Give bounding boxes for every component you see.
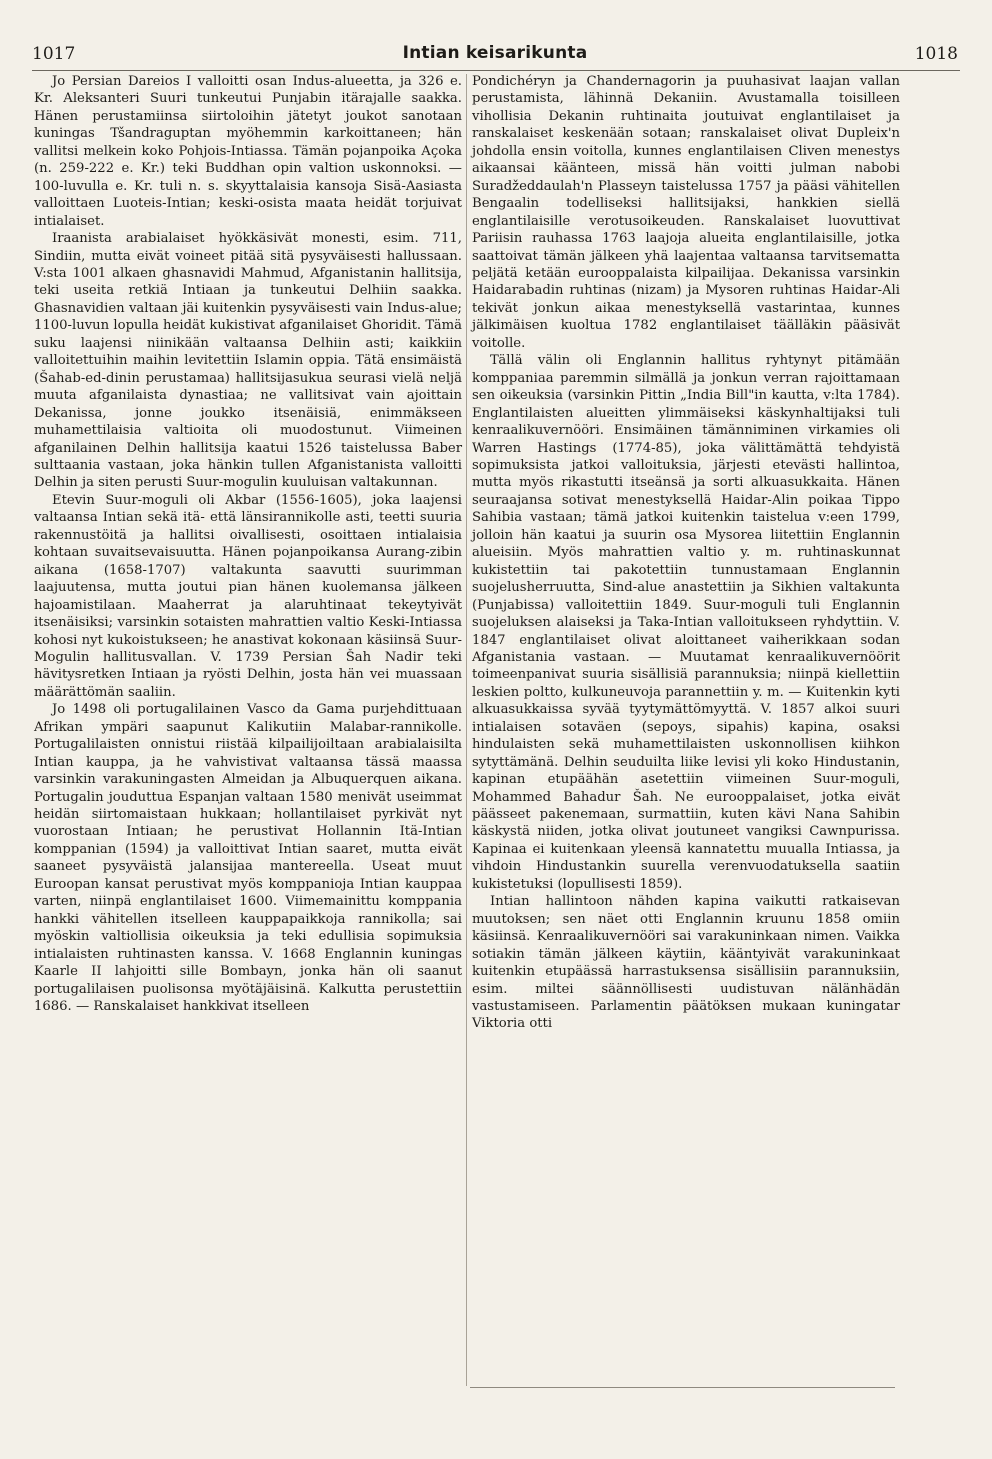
column-divider xyxy=(466,74,467,1386)
paragraph: Jo 1498 oli portugalilainen Vasco da Gama purjehdittuaan Afrikan ympäri saapunut Kalikutiin Malabar-rannikolle. Portugalilaisten onnistui riistää kilpailijoiltaan arabialaisilta Intian kauppa, ja he vahvistivat valtaansa tässä maassa varsinkin varakuningasten Almeidan ja Albuquerquen aikana. Portugalin jouduttua Espanjan valtaan 1580 menivät useimmat heidän siirtomaistaan hukkaan; hollantilaiset pyrkivät nyt vuorostaan Intiaan; he perustivat Hollannin Itä-Intian komppanian (1594) ja valloittivat Intian saaret, mutta eivät saaneet pysyväistä jalansijaa mantereella. Useat muut Euroopan kansat perustivat myös komppanioja Intian kauppaa varten, niinpä englantilaiset 1600. Viimemainittu komppania hankki vähitellen itselleen kauppapaikkoja rannikolla; sai myöskin valtiollisia oikeuksia ja teki edullisia sopimuksia intialaisten ruhtinasten kanssa. V. 1668 Englannin kuningas Kaarle II lahjoitti sille Bombayn, jonka hän oli saanut portugalilaisen puolisonsa myötäjäisinä. Kalkutta perustettiin 1686. — Ranskalaiset hankkivat itselleen xyxy=(34,702,462,1015)
paragraph: Jo Persian Dareios I valloitti osan Indus-alueetta, ja 326 e. Kr. Aleksanteri Suuri tunkeutui Punjabin itärajalle saakka. Hänen perustamiinsa siirtoloihin jätetyt joukot sanotaan kuningas Tšandraguptan myöhemmin karkoittaneen; hän vallitsi melkein koko Pohjois-Intiassa. Tämän pojanpoika Açoka (n. 259-222 e. Kr.) teki Buddhan opin valtion uskonnoksi. — 100-luvulla e. Kr. tuli n. s. skyyttalaisia kansoja Sisä-Aasiasta valloittaen Luoteis-Intian; keski-osista maata heidät torjuivat intialaiset. xyxy=(34,74,462,229)
page-number-left: 1017 xyxy=(32,44,76,64)
page-number-right: 1018 xyxy=(914,44,958,64)
bottom-rule xyxy=(470,1387,895,1388)
right-column xyxy=(472,73,900,1033)
paragraph: Etevin Suur-moguli oli Akbar (1556-1605), joka laajensi valtaansa Intian sekä itä- että länsirannikolle asti, teetti suuria rakennustöitä ja hallitsi oivallisesti, osoittaen intialaisia kohtaan suvaitsevaisuutta. Hänen pojanpoikansa Aurang-zibin aikana (1658-1707) valtakunta saavutti suurimman laajuutensa, mutta joutui pian hänen kuolemansa jälkeen hajoamistilaan. Maaherrat ja alaruhtinaat tekeytyivät itsenäisiksi; varsinkin sotaisten mahrattien valtio Keski-Intiassa kohosi nyt kukoistukseen; he anastivat kokonaan käsiinsä Suur-Mogulin hallitusvallan. V. 1739 Persian Šah Nadir teki hävitysretken Intiaan ja ryösti Delhin, josta hän vei muassaan määrättömän saaliin. xyxy=(34,492,462,700)
page-title: Intian keisarikunta xyxy=(402,43,588,63)
page-header xyxy=(32,44,958,70)
left-column xyxy=(34,73,462,1015)
header-rule xyxy=(32,70,960,71)
paragraph: Pondichéryn ja Chandernagorin ja puuhasivat laajan vallan perustamista, lähinnä Dekaniin. Avustamalla toisilleen vihollisia Dekanin ruhtinaita joutuivat englantilaiset ja ranskalaiset keskenään sotaan; ranskalaiset olivat Dupleix'n johdolla ensin voitolla, kunnes englantilaisen Cliven menestys aikaansai käänteen, missä hän voitti julman nabobi Suradžeddaulah'n Plasseyn taistelussa 1757 ja pääsi vähitellen Bengaalin todelliseksi hallitsijaksi, hankkien siellä englantilaisille verotusoikeuden. Ranskalaiset luovuttivat Pariisin rauhassa 1763 laajoja alueita englantilaisille, jotka saattoivat tämän jälkeen yhä laajentaa valtaansa tarvitsematta peljätä ketään eurooppalaista kilpailijaa. Dekanissa varsinkin Haidarabadin ruhtinas (nizam) ja Mysoren ruhtinas Haidar-Ali tekivät jonkun aikaa menestyksellä vastarintaa, kunnes jälkimäisen kuoltua 1782 englantilaiset täälläkin pääsivät voitolle. xyxy=(472,74,900,351)
paragraph: Intian hallintoon nähden kapina vaikutti ratkaisevan muutoksen; sen näet otti Englannin kruunu 1858 omiin käsiinsä. Kenraalikuvernööri sai varakuninkaan nimen. Vaikka sotiakin tämän jälkeen käytiin, kääntyivät varakuninkaat kuitenkin etupäässä harrastuksensa sisällisiin parannuksiin, esim. miltei säännöllisesti uudistuvan nälänhädän vastustamiseen. Parlamentin päätöksen mukaan kuningatar Viktoria otti xyxy=(472,894,900,1032)
paragraph: Tällä välin oli Englannin hallitus ryhtynyt pitämään komppaniaa paremmin silmällä ja jonkun verran rajoittamaan sen oikeuksia (varsinkin Pittin „India Bill"in kautta, v:lta 1784). Englantilaisten alueitten ylimmäiseksi käskynhaltijaksi tuli kenraalikuvernööri. Ensimäinen tämänniminen virkamies oli Warren Hastings (1774-85), joka välittämättä tehdyistä sopimuksista jatkoi valloituksia, järjesti etevästi hallintoa, mutta myös rikastutti itseänsä ja sorti alkuasukkaita. Hänen seuraajansa sotivat menestyksellä Haidar-Alin poikaa Tippo Sahibia vastaan; tämä jatkoi kuitenkin taistelua v:een 1799, jolloin hän kaatui ja suurin osa Mysorea liitettiin Englannin alueisiin. Myös mahrattien valtio y. m. ruhtinaskunnat kukistettiin tai pakotettiin tunnustamaan Englannin suojelusherruutta, Sind-alue anastettiin ja Sikhien valtakunta (Punjabissa) valloitettiin 1849. Suur-moguli tuli Englannin suojeluksen alaiseksi ja Taka-Intian valloitukseen ryhdyttiin. V. 1847 englantilaiset olivat aloittaneet vaiherikkaan sodan Afganistania vastaan. — Muutamat kenraalikuvernöörit toimeenpanivat suuria sisällisiä parannuksia; niinpä kiellettiin leskien poltto, kulkuneuvoja parannettiin y. m. — Kuitenkin kyti alkuasukkaissa syvää tyytymättömyyttä. V. 1857 alkoi suuri intialaisen sotaväen (sepoys, sipahis) kapina, osaksi hindulaisten sekä muhamettilaisten uskonnollisen kiihkon sytyttämänä. Delhin seuduilta liike levisi yli koko Hindustanin, kapinan etupäähän asetettiin viimeinen Suur-moguli, Mohammed Bahadur Šah. Ne eurooppalaiset, jotka eivät päässeet pakenemaan, surmattiin, kuten kävi Nana Sahibin käskystä niiden, jotka olivat joutuneet vangiksi Cawnpurissa. Kapinaa ei kuitenkaan yleensä kannatettu muualla Intiassa, ja vihdoin Hindustankin suurella verenvuodatuksella saatiin kukistetuksi (lopullisesti 1859). xyxy=(472,353,900,892)
paragraph: Iraanista arabialaiset hyökkäsivät monesti, esim. 711, Sindiin, mutta eivät voineet pitää sitä pysyväisesti hallussaan. V:sta 1001 alkaen ghasnavidi Mahmud, Afganistanin hallitsija, teki useita retkiä Intiaan ja tunkeutui Delhiin saakka. Ghasnavidien valtaan jäi kuitenkin pysyväisesti vain Indus-alue; 1100-luvun lopulla heidät kukistivat afganilaiset Ghoridit. Tämä suku laajensi niinikään valtaansa Delhiin asti; kaikkiin valloitettuihin maihin levitettiin Islamin oppia. Tätä ensimäistä (Šahab-ed-dinin perustamaa) hallitsijasukua seurasi vielä neljä muuta afganilaista dynastiaa; ne vallitsivat vain ajoittain Dekanissa, jonne joukko itsenäisiä, enimmäkseen muhamettilaisia valtioita oli muodostunut. Viimeinen afganilainen Delhin hallitsija kaatui 1526 taistelussa Baber sulttaania vastaan, joka hänkin tullen Afganistanista valloitti Delhin ja siten perusti Suur-mogulin kuuluisan valtakunnan. xyxy=(34,231,462,491)
